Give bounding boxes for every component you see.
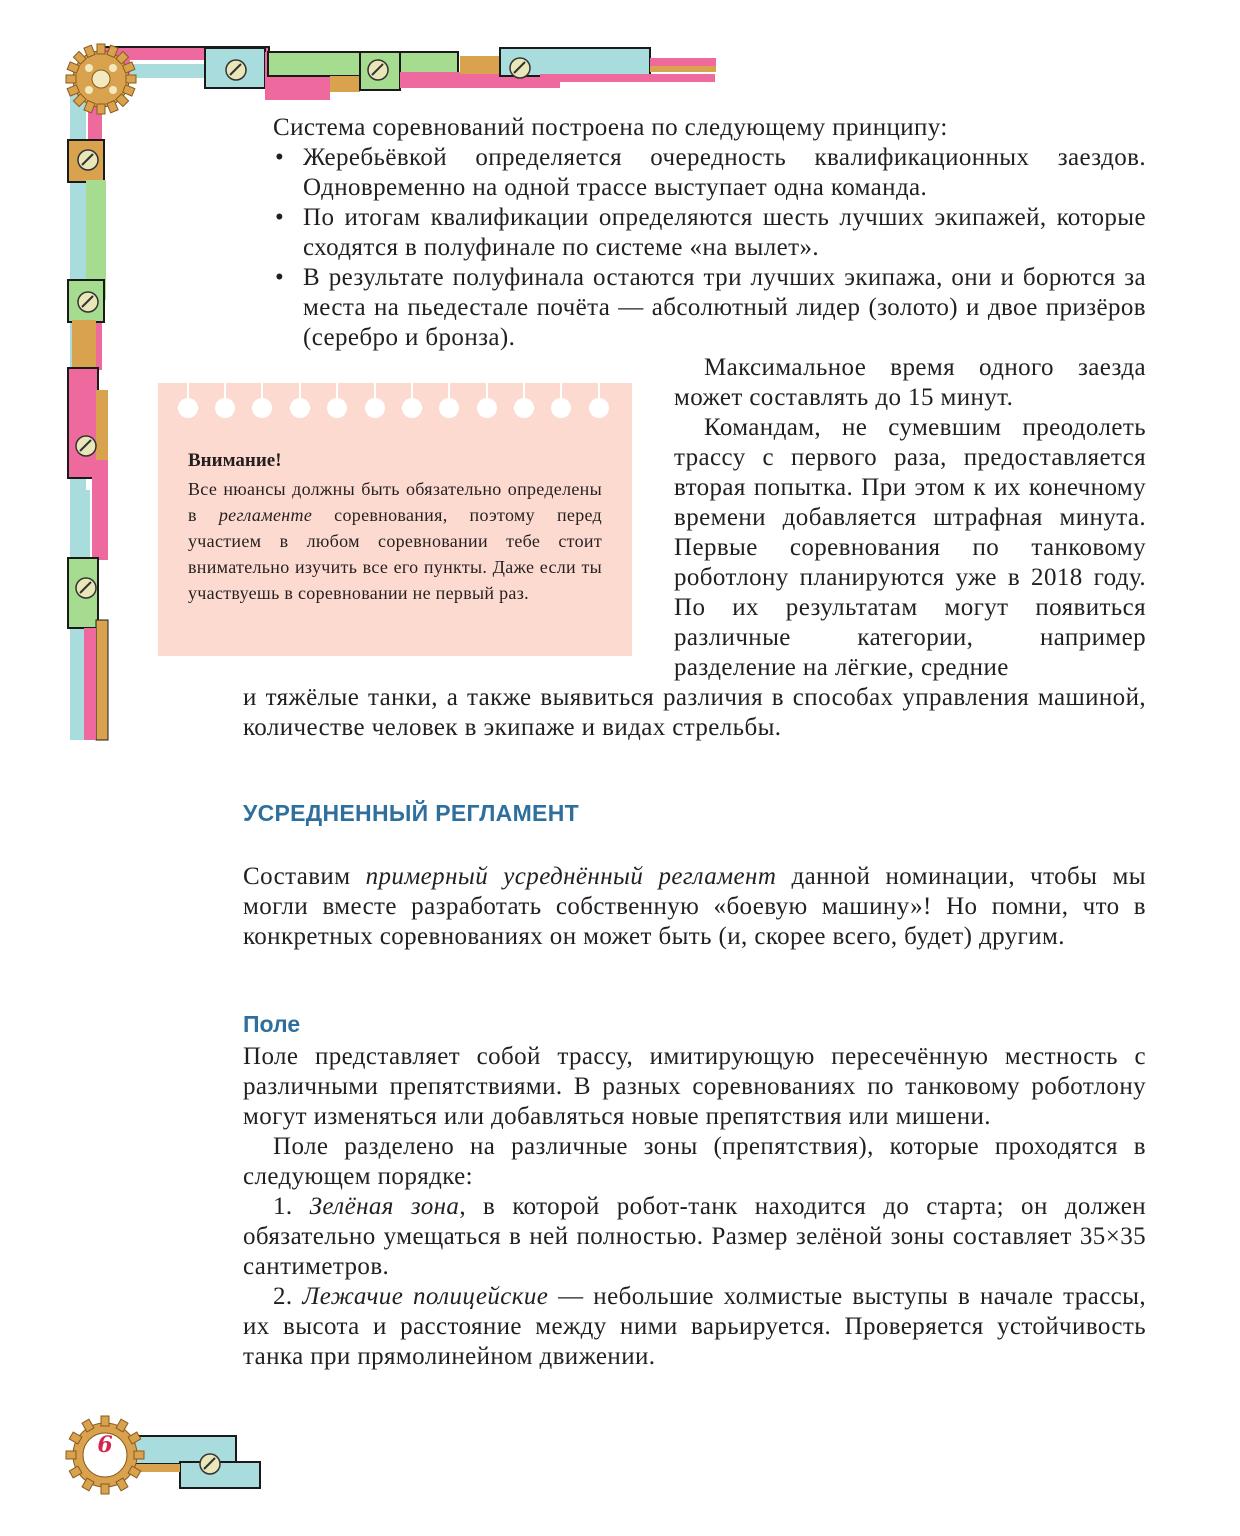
note-text-italic: регламенте (218, 505, 313, 525)
zone-item-2 (243, 1282, 1146, 1372)
zone-number: 1. (273, 1193, 293, 1220)
zone-name: Лежачие полицейские (302, 1283, 549, 1310)
side-text (674, 353, 1146, 683)
zone-item-1 (243, 1192, 1146, 1282)
paragraph-continued: и тяжёлые танки, а также выявиться различия в способах управления машиной, количестве человек в экипаже и видах стрельбы. (243, 684, 1146, 741)
zone-description: , в которой робот-танк находится до старта; он должен обязательно умещаться в ней полностью. Размер зелёной зоны составляет 35×35 сантиметров. (243, 1193, 1146, 1280)
paragraph-text: данной номинации, чтобы мы могли вместе разработать собственную «боевую машину»! Но помни, что в конкретных соревнованиях он может быть (и, скорее всего, будет) другим. (243, 863, 1146, 950)
paragraph-zones: Поле разделено на различные зоны (препятствия), которые проходятся в следующем порядке: (243, 1133, 1146, 1190)
list-item: • По итогам квалификации определяются шесть лучших экипажей, которые сходятся в полуфинале по системе «на вылет». (273, 203, 1146, 263)
note-title: Внимание! (188, 450, 282, 471)
paragraph-field: Поле представляет собой трассу, имитирующую пересечённую местность с различными препятствиями. В разных соревнованиях по танковому роботлону могут изменяться или добавляться новые препятствия или мишени. (243, 1043, 1146, 1130)
screw-icon (366, 58, 390, 82)
list-item: • Жеребьёвкой определяется очередность квалификационных заездов. Одновременно на одной трассе выступает одна команда. (273, 143, 1146, 203)
zone-description: — небольшие холмистые выступы в начале трассы, их высота и расстояние между ними варьируется. Проверяется устойчивость танка при прямолинейном движении. (243, 1283, 1146, 1370)
section-heading: УСРЕДНЕННЫЙ РЕГЛАМЕНТ (243, 800, 579, 826)
paragraph-regulation (243, 862, 1146, 952)
zone-number: 2. (273, 1283, 293, 1310)
side-text-continued (243, 683, 1146, 743)
list-item: • В результате полуфинала остаются три лучших экипажа, они и борются за места на пьедестале почёта — абсолютный лидер (золото) и двое призёров (серебро и бронза). (273, 263, 1146, 353)
intro-lead: Система соревнований построена по следующему принципу: (273, 114, 948, 141)
zone-name: Зелёная зона (309, 1193, 460, 1220)
screw-icon (198, 1452, 222, 1476)
attention-note (158, 383, 632, 656)
bullet-list (273, 143, 1146, 353)
screw-icon (76, 148, 100, 172)
note-text: Все нюансы должны быть обязательно определены в (188, 479, 602, 525)
paragraph-max-time: Максимальное время одного заезда может составлять до 15 минут. (674, 354, 1146, 411)
page-number: 6 (97, 1432, 113, 1458)
screw-icon (224, 58, 248, 82)
gear-icon (64, 42, 138, 116)
note-text: соревнования, поэтому перед участием в любом соревновании тебе стоит внимательно изучить все его пункты. Даже если ты участвуешь в соревновании не первый раз. (188, 505, 603, 603)
screw-icon (76, 290, 100, 314)
intro-block (273, 113, 1146, 353)
section-intro (243, 862, 1146, 952)
screw-icon (508, 56, 532, 80)
paragraph-text-italic: примерный усреднённый регламент (365, 863, 777, 890)
field-text (243, 1042, 1146, 1372)
subsection-heading: Поле (243, 1011, 301, 1037)
paragraph-second-attempt: Командам, не сумевшим преодолеть трассу с первого раза, предоставляется вторая попытка. При этом к их конечному времени добавляется штрафная минута. Первые соревнования по танковому роботлону планируются уже в 2018 году. По их результатам могут появиться различные категории, например разделение на лёгкие, средние (674, 414, 1146, 681)
screw-icon (74, 434, 98, 458)
screw-icon (74, 576, 98, 600)
note-body (188, 476, 602, 606)
paragraph-text: Составим (243, 863, 366, 890)
note-holes (158, 383, 632, 423)
